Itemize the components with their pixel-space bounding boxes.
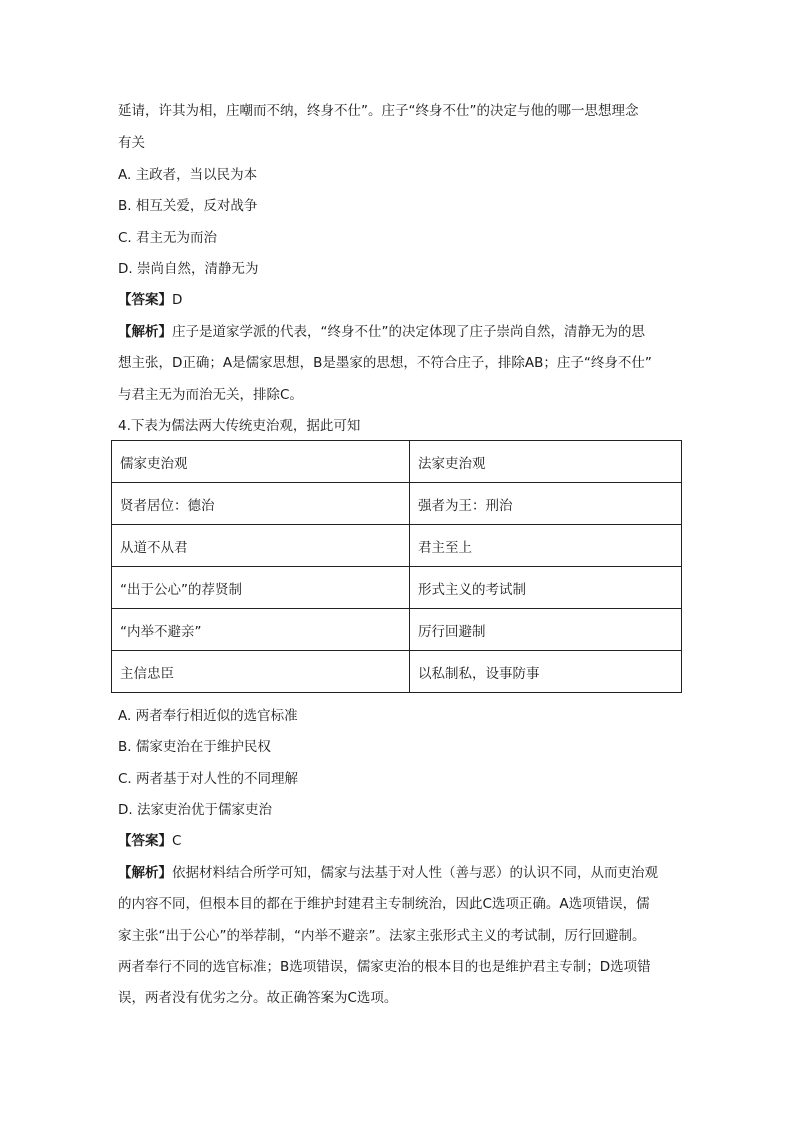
table-cell: 强者为王：刑治 [410, 483, 682, 525]
table-cell: 形式主义的考试制 [410, 567, 682, 609]
q3-analysis-text-1: 庄子是道家学派的代表，“终身不仕”的决定体现了庄子崇尚自然，清静无为的思 [172, 324, 645, 340]
q4-analysis-label: 【解析】 [118, 865, 172, 881]
q3-answer [118, 290, 182, 310]
q3-analysis-line-3: 与君主无为而治无关，排除C。 [118, 387, 303, 403]
q4-analysis-line-2: 的内容不同，但根本目的都在于维护封建君主专制统治，因此C选项正确。A选项错误，儒 [118, 896, 650, 912]
q3-option-a: A. 主政者，当以民为本 [118, 167, 258, 183]
q4-answer-label: 【答案】 [118, 833, 172, 849]
table-row [112, 567, 682, 609]
q3-option-d: D. 崇尚自然，清静无为 [118, 261, 259, 277]
table-header-cell: 法家吏治观 [410, 441, 682, 483]
q3-analysis-line-1 [118, 322, 645, 342]
q4-analysis-line-5: 误，两者没有优劣之分。故正确答案为C选项。 [118, 990, 398, 1006]
table-cell: 从道不从君 [112, 525, 410, 567]
q3-option-b: B. 相互关爱，反对战争 [118, 198, 258, 214]
q4-answer [118, 831, 181, 851]
table-cell: “内举不避亲” [112, 609, 410, 651]
q3-analysis-label: 【解析】 [118, 324, 172, 340]
q4-answer-value: C [172, 833, 182, 849]
table-header-row [112, 441, 682, 483]
q3-answer-label: 【答案】 [118, 292, 172, 308]
table-row [112, 651, 682, 693]
table-cell: 厉行回避制 [410, 609, 682, 651]
q3-answer-value: D [172, 292, 183, 308]
q4-option-d: D. 法家吏治优于儒家吏治 [118, 802, 272, 818]
q4-option-a: A. 两者奉行相近似的选官标准 [118, 708, 298, 724]
table-cell: “出于公心”的荐贤制 [112, 567, 410, 609]
table-cell: 君主至上 [410, 525, 682, 567]
q4-analysis-text-1: 依据材料结合所学可知，儒家与法基于对人性（善与恶）的认识不同，从而吏治观 [172, 865, 658, 881]
table-row [112, 609, 682, 651]
q4-option-c: C. 两者基于对人性的不同理解 [118, 771, 299, 787]
q4-analysis-line-4: 两者奉行不同的选官标准；B选项错误，儒家吏治的根本目的也是维护君主专制；D选项错 [118, 959, 651, 975]
table-header-cell: 儒家吏治观 [112, 441, 410, 483]
q3-stem-line-2: 有关 [118, 135, 145, 151]
table-row [112, 525, 682, 567]
q4-option-b: B. 儒家吏治在于维护民权 [118, 739, 271, 755]
q4-analysis-line-1 [118, 863, 658, 883]
table-row [112, 483, 682, 525]
table-cell: 主信忠臣 [112, 651, 410, 693]
table-cell: 贤者居位：德治 [112, 483, 410, 525]
q3-stem-line-1: 延请，许其为相，庄嘲而不纳，终身不仕”。庄子“终身不仕”的决定与他的哪一思想理念 [118, 103, 639, 119]
q3-option-c: C. 君主无为而治 [118, 230, 218, 246]
q3-analysis-line-2: 想主张，D正确；A是儒家思想，B是墨家的思想，不符合庄子，排除AB；庄子“终身不仕” [118, 355, 652, 371]
table-cell: 以私制私，设事防事 [410, 651, 682, 693]
q4-stem: 4.下表为儒法两大传统吏治观，据此可知 [118, 418, 361, 434]
q4-analysis-line-3: 家主张“出于公心”的举荐制，“内举不避亲”。法家主张形式主义的考试制，厉行回避制。 [118, 928, 646, 944]
comparison-table [111, 440, 682, 693]
